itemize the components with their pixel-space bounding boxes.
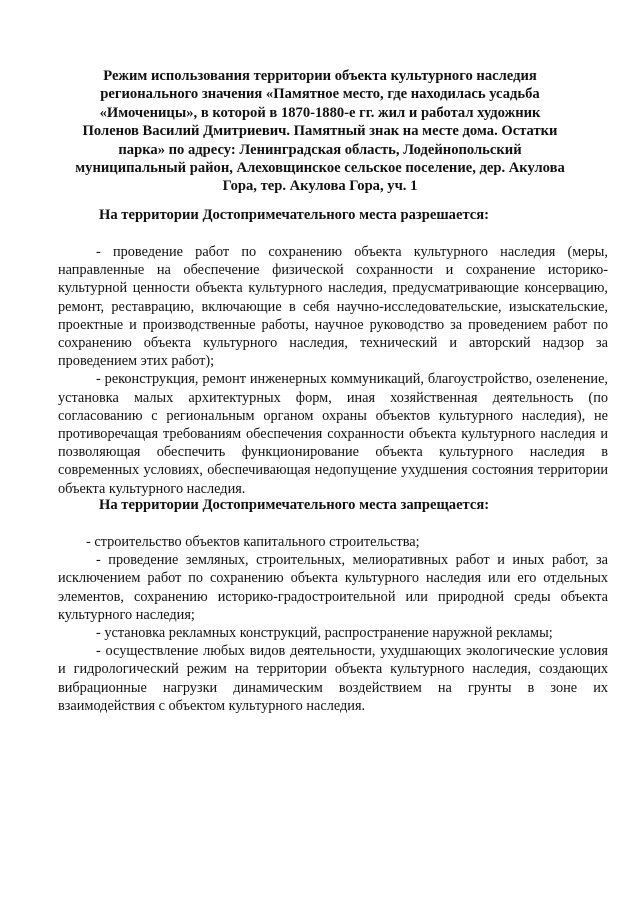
forbidden-heading: На территории Достопримечательного места запрещается: <box>99 497 490 513</box>
forbidden-item: - осуществление любых видов деятельности, ухудшающих экологические условия и гидрологический режим на территории объекта культурного наследия, создающих вибрационные нагрузки динамическим воздействием на грунты в зоне их взаимодействия с объектом культурного наследия. <box>58 643 608 714</box>
forbidden-item: - установка рекламных конструкций, распространение наружной рекламы; <box>96 625 553 642</box>
allowed-heading: На территории Достопримечательного места разрешается: <box>99 207 490 223</box>
allowed-item: - реконструкция, ремонт инженерных коммуникаций, благоустройство, озеленение, установка малых архитектурных форм, иная хозяйственная деятельность (по согласованию с региональным органом охраны объектов культурного наследия), не противоречащая требованиям обеспечения сохранности объекта культурного наследия и позволяющая обеспечить функционирование объекта культурного наследия в современных условиях, обеспечивающая недопущение ухудшения состояния территории объекта культурного наследия. <box>58 371 608 497</box>
allowed-item: - проведение работ по сохранению объекта культурного наследия (меры, направленные на обеспечение физической сохранности и сохранение историко-культурной ценности объекта культурного наследия, предусматривающие консервацию, ремонт, реставрацию, включающие в себя научно-исследовательские, изыскательские, проектные и производственные работы, научное руководство за проведением работ по сохранению объекта культурного наследия, технический и авторский надзор за проведением этих работ); <box>58 244 608 370</box>
allowed-list <box>58 243 608 498</box>
forbidden-item: - строительство объектов капитального строительства; <box>86 534 420 550</box>
forbidden-list <box>58 533 608 715</box>
forbidden-item: - проведение земляных, строительных, мелиоративных работ и иных работ, за исключением работ по сохранению объекта культурного наследия или его отдельных элементов, сохранению историко-градостроительной или природной среды объекта культурного наследия; <box>58 552 608 623</box>
document-title: Режим использования территории объекта культурного наследия регионального значения «Памятное место, где находилась усадьба «Имоченицы», в которой в 1870-1880-е гг. жил и работал художник Поленов Василий Дмитриевич. Памятный знак на месте дома. Остатки парка» по адресу: Ленинградская область, Лодейнопольский муниципальный район, Алеховщинское сельское поселение, дер. Акулова Гора, тер. Акулова Гора, уч. 1 <box>75 68 565 195</box>
